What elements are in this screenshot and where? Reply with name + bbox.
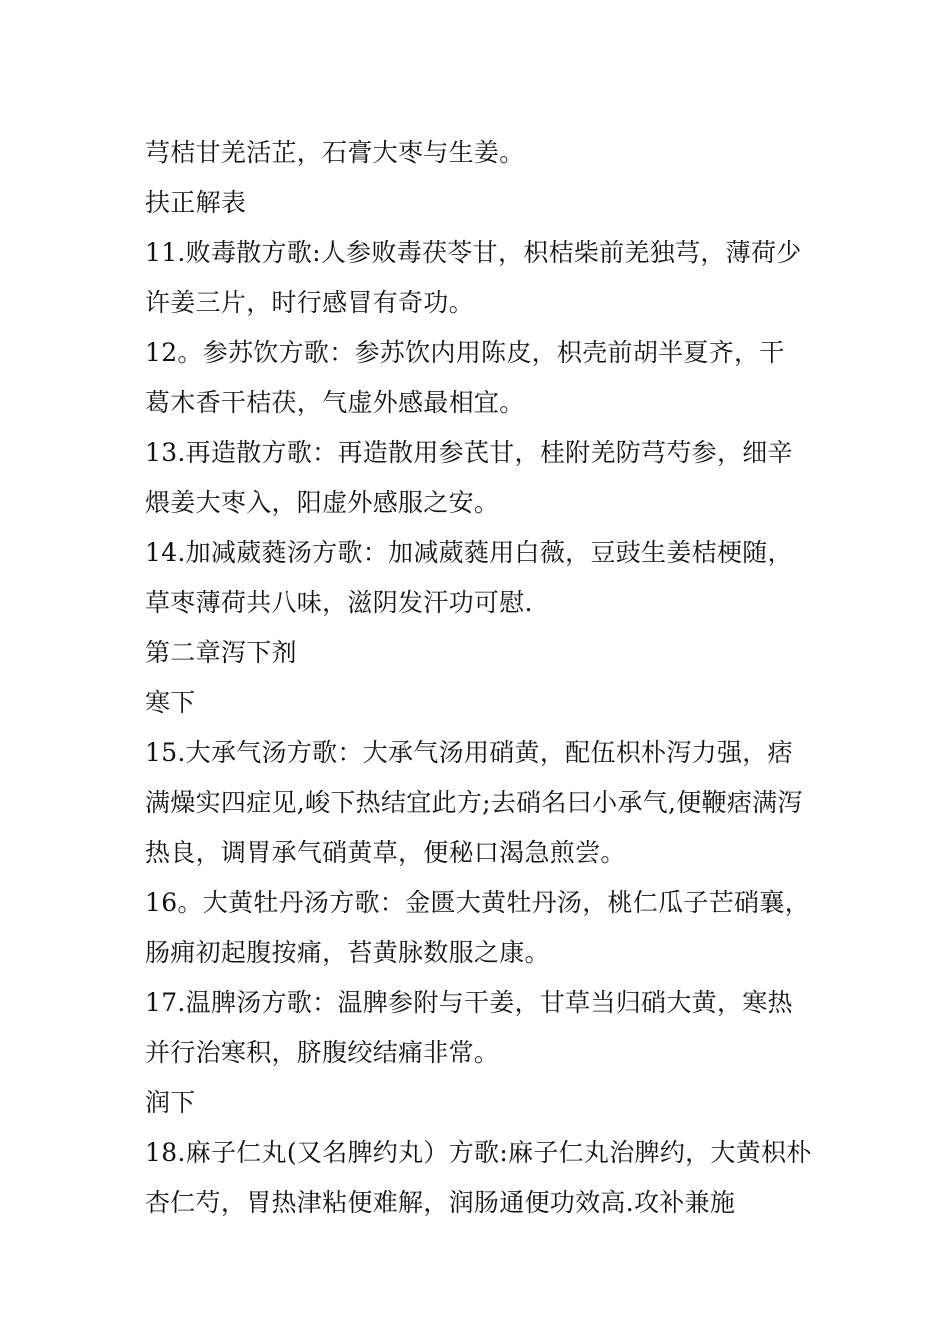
text-line: 葛木香干桔茯，气虚外感最相宜。 xyxy=(145,388,525,417)
text-line: 煨姜大枣入，阳虚外感服之安。 xyxy=(145,488,500,517)
section-heading: 寒下 xyxy=(145,688,196,717)
text-line: 12。参苏饮方歌：参苏饮内用陈皮，枳壳前胡半夏齐，干 xyxy=(145,338,785,367)
text-line: 满燥实四症见,峻下热结宜此方;去硝名曰小承气,便鞭痞满泻 xyxy=(145,788,803,817)
section-heading: 润下 xyxy=(145,1088,196,1117)
text-line: 草枣薄荷共八味，滋阴发汗功可慰. xyxy=(145,588,533,617)
text-line: 15.大承气汤方歌：大承气汤用硝黄，配伍枳朴泻力强，痞 xyxy=(145,738,793,767)
text-line: 18.麻子仁丸(又名脾约丸）方歌:麻子仁丸治脾约，大黄枳朴 xyxy=(145,1138,812,1167)
text-line: 17.温脾汤方歌：温脾参附与干姜，甘草当归硝大黄，寒热 xyxy=(145,988,793,1017)
chapter-heading: 第二章泻下剂 xyxy=(145,638,297,667)
text-line: 芎桔甘羌活芷，石膏大枣与生姜。 xyxy=(145,138,525,167)
text-line: 14.加减葳蕤汤方歌：加减葳蕤用白薇，豆豉生姜桔梗随， xyxy=(145,538,793,567)
text-line: 11.败毒散方歌:人参败毒茯苓甘，枳桔柴前羌独芎，薄荷少 xyxy=(145,238,802,267)
text-line: 杏仁芍，胃热津粘便难解，润肠通便功效高.攻补兼施 xyxy=(145,1188,736,1217)
section-heading: 扶正解表 xyxy=(145,188,247,217)
text-line: 许姜三片，时行感冒有奇功。 xyxy=(145,288,474,317)
text-line: 并行治寒积，脐腹绞结痛非常。 xyxy=(145,1038,500,1067)
text-line: 热良，调胃承气硝黄草，便秘口渴急煎尝。 xyxy=(145,838,626,867)
text-line: 13.再造散方歌：再造散用参芪甘，桂附羌防芎芍参，细辛 xyxy=(145,438,793,467)
text-line: 16。大黄牡丹汤方歌：金匮大黄牡丹汤，桃仁瓜子芒硝襄， xyxy=(145,888,810,917)
text-line: 肠痈初起腹按痛，苔黄脉数服之康。 xyxy=(145,938,550,967)
